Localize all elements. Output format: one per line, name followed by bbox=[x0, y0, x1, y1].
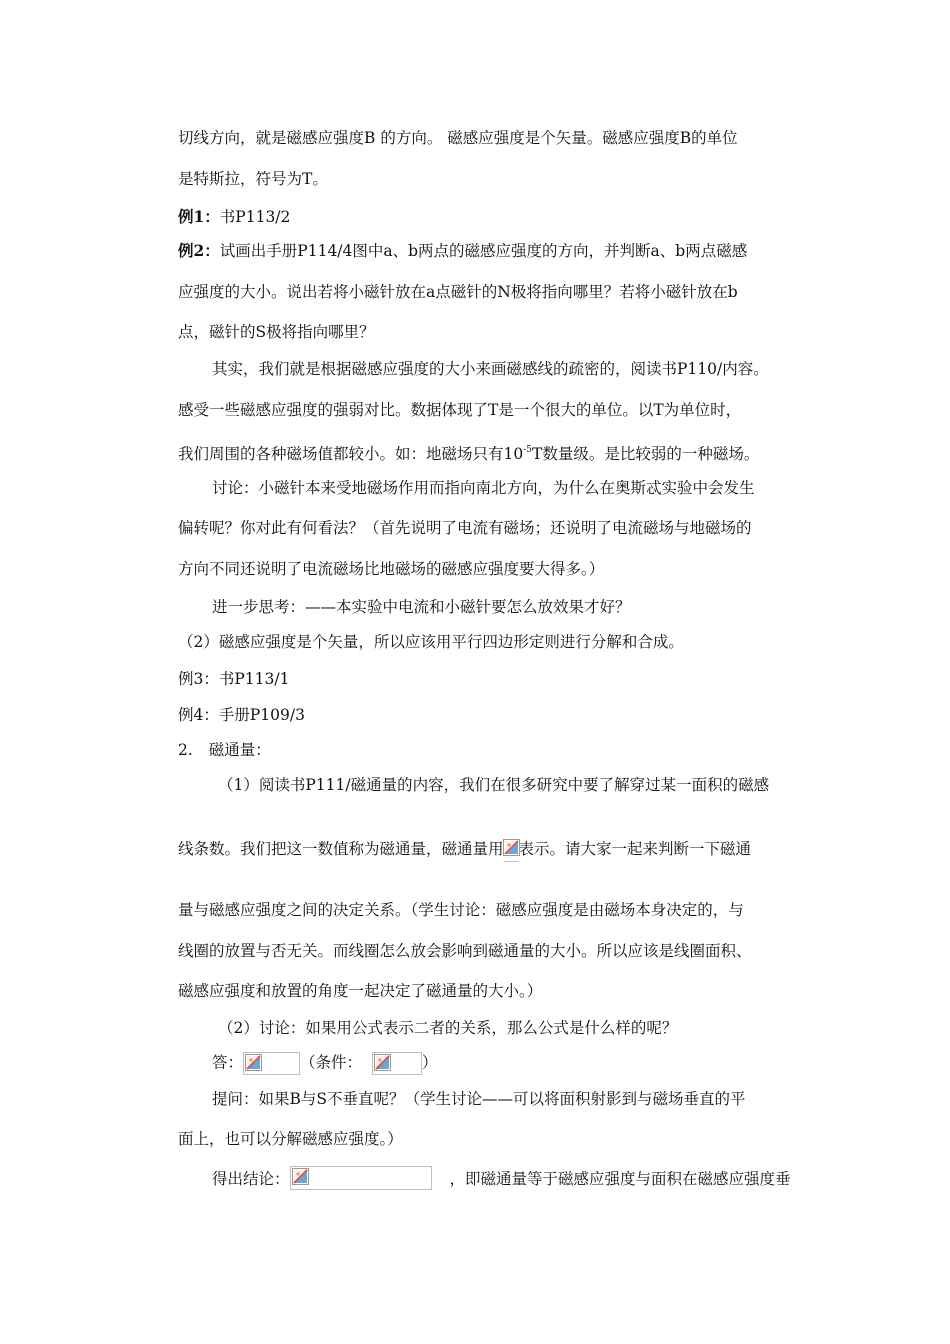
paragraph-line: （2）讨论：如果用公式表示二者的关系，那么公式是什么样的呢？ bbox=[218, 1019, 678, 1037]
paragraph-line: 切线方向，就是磁感应强度B 的方向。 磁感应强度是个矢量。磁感应强度B的单位 bbox=[178, 129, 738, 147]
example-2-label: 例2： bbox=[178, 241, 220, 260]
condition-label: （条件： bbox=[300, 1053, 363, 1072]
section-title: 磁通量： bbox=[208, 741, 271, 759]
paragraph-line bbox=[178, 440, 759, 464]
paragraph-line: 应强度的大小。说出若将小磁针放在a点磁针的N极将指向哪里？若将小磁针放在b bbox=[178, 283, 738, 301]
text-span: 线条数。我们把这一数值称为磁通量，磁通量用 bbox=[178, 840, 504, 858]
paragraph-line: 点，磁针的S极将指向哪里？ bbox=[178, 323, 375, 341]
paragraph-line: 线圈的放置与否无关。而线圈怎么放会影响到磁通量的大小。所以应该是线圈面积、 bbox=[178, 942, 752, 960]
broken-image-icon bbox=[372, 1052, 422, 1075]
text-span: 表示。请大家一起来判断一下磁通 bbox=[518, 840, 752, 858]
paragraph-line: 磁感应强度和放置的角度一起决定了磁通量的大小。） bbox=[178, 982, 543, 1000]
broken-image-icon bbox=[290, 1166, 432, 1190]
exponent: -5 bbox=[523, 445, 533, 455]
example-4-line: 例4：手册P109/3 bbox=[178, 706, 305, 724]
conclusion-text: ，即磁通量等于磁感应强度与面积在磁感应强度垂 bbox=[449, 1170, 791, 1188]
answer-line bbox=[212, 1052, 438, 1075]
paragraph-line: 方向不同还说明了电流磁场比地磁场的磁感应强度要大得多。） bbox=[178, 560, 605, 578]
paragraph-line: 进一步思考：——本实验中电流和小磁针要怎么放效果才好？ bbox=[212, 598, 631, 616]
conclusion-line bbox=[212, 1166, 791, 1190]
example-3-line: 例3：书P113/1 bbox=[178, 670, 290, 688]
answer-label: 答： bbox=[212, 1053, 244, 1072]
paragraph-line bbox=[178, 835, 751, 862]
paragraph-line: 其实，我们就是根据磁感应强度的大小来画磁感线的疏密的，阅读书P110/内容。 bbox=[212, 360, 769, 378]
paragraph-line: 面上，也可以分解磁感应强度。） bbox=[178, 1130, 403, 1148]
paragraph-line: 量与磁感应强度之间的决定关系。（学生讨论：磁感应强度是由磁场本身决定的，与 bbox=[178, 901, 744, 919]
paragraph-line: （2）磁感应强度是个矢量，所以应该用平行四边形定则进行分解和合成。 bbox=[178, 633, 684, 651]
example-1-line bbox=[178, 207, 290, 227]
text-span: T数量级。是比较弱的一种磁场。 bbox=[532, 445, 760, 463]
paragraph-line: 讨论：小磁针本来受地磁场作用而指向南北方向，为什么在奥斯忒实验中会发生 bbox=[212, 479, 755, 497]
paragraph-line: 感受一些磁感应强度的强弱对比。数据体现了T是一个很大的单位。以T为单位时， bbox=[178, 401, 742, 419]
example-2-text: 试画出手册P114/4图中a、b两点的磁感应强度的方向，并判断a、b两点磁感 bbox=[219, 242, 748, 260]
paragraph-line: （1）阅读书P111/磁通量的内容，我们在很多研究中要了解穿过某一面积的磁感 bbox=[218, 776, 770, 794]
broken-image-icon bbox=[504, 835, 519, 862]
broken-image-icon bbox=[243, 1052, 300, 1075]
conclusion-label: 得出结论： bbox=[212, 1170, 290, 1188]
text-span: 我们周围的各种磁场值都较小。如：地磁场只有10 bbox=[178, 445, 524, 463]
example-2-line bbox=[178, 241, 747, 261]
section-number: 2. bbox=[178, 741, 193, 759]
section-heading bbox=[178, 740, 271, 760]
close-paren: ） bbox=[422, 1053, 438, 1072]
example-1-label: 例1： bbox=[178, 207, 220, 226]
paragraph-line: 提问：如果B与S不垂直呢？（学生讨论——可以将面积射影到与磁场垂直的平 bbox=[212, 1090, 746, 1108]
example-1-text: 书P113/2 bbox=[219, 208, 291, 226]
paragraph-line: 是特斯拉，符号为T。 bbox=[178, 170, 328, 188]
paragraph-line: 偏转呢？你对此有何看法？（首先说明了电流有磁场；还说明了电流磁场与地磁场的 bbox=[178, 519, 752, 537]
